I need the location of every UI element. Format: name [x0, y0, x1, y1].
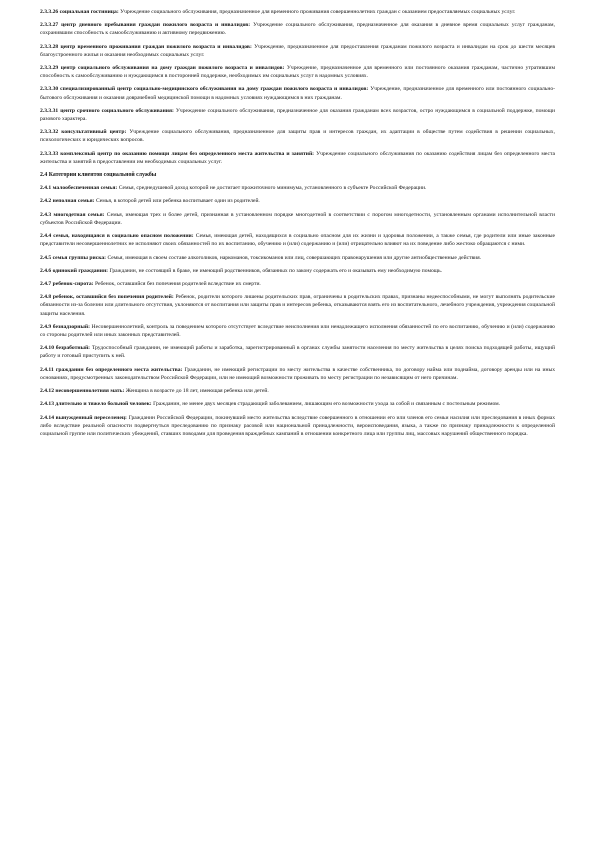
- definition-paragraph: 2.4.9 безнадзорный: Несовершеннолетний, контроль за поведением которого отсутствует вследствие неисполнения или ненадлежащего исполнения обязанностей по его воспитанию, обучению и (или) содержанию со стороны родителей или иных законных представителей.: [40, 323, 555, 338]
- definition-paragraph: 2.4.1 малообеспеченная семья: Семья, среднедушевой доход которой не достигает прожиточного минимума, установленного в субъекте Российской Федерации.: [40, 185, 427, 192]
- definition-number: 2.4.9: [40, 323, 52, 330]
- definition-number: 2.3.3.27: [40, 22, 59, 29]
- definition-paragraph: 2.4.11 гражданин без определенного места жительства: Гражданин, не имеющий регистрации по месту жительства в качестве собственника, по договору найма или поднайма, договору аренды или на иных основаниях, предусмотренных законодательством Российской Федерации, или не имеющий возможности проживать по месту регистрации по независящим от него причинам.: [40, 366, 556, 381]
- definition-text: Гражданин Российской Федерации, покинувший место жительства вследствие совершенного в отношении его или членов его семьи насилия или преследования в иных формах либо вследствие реальной опасности подвергнуться преследованию по признаку расовой или национальной принадлежности, вероисповедания, языка, а также по признаку принадлежности к определенной социальной группе или политических убеждений, ставших поводами для проведения враждебных кампаний в отношении конкретного лица или группы лиц, массовых нарушений общественного порядка.: [40, 414, 556, 437]
- definition-term: безнадзорный: [52, 323, 89, 330]
- definition-text: Семья, в которой детей или ребенка воспитывает один из родителей.: [95, 198, 260, 205]
- definition-paragraph: 2.4.12 несовершеннолетняя мать: Женщина в возрасте до 18 лет, имеющая ребенка или детей.: [40, 387, 269, 394]
- definition-number: 2.4.8: [40, 294, 52, 301]
- definition-text: Гражданин, не имеющий регистрации по месту жительства в качестве собственника, по договору найма или поднайма, договору аренды или на иных основаниях, предусмотренных законодательством Российской Федерации, или не имеющий возможности проживать по месту регистрации по независящим от него причинам.: [40, 366, 556, 381]
- definition-term: гражданин без определенного места жительства: [55, 366, 181, 373]
- definition-term: многодетная семья: [53, 211, 103, 218]
- definition-term: центр социального обслуживания на дому граждан пожилого возраста и инвалидов: [60, 65, 283, 72]
- definition-text: Гражданин, не менее двух месяцев страдающий заболеванием, лишающим его возможности ухода за собой и связанным с постельным режимом.: [153, 401, 501, 408]
- definition-number: 2.4.1: [40, 185, 52, 192]
- definition-term: центр временного проживания граждан пожилого возраста и инвалидов: [60, 43, 250, 50]
- definition-paragraph: 2.4.10 безработный: Трудоспособный гражданин, не имеющий работы и заработка, зарегистрированный в органах службы занятости населения по месту жительства в целях поиска подходящей работы, ищущий работу и готовый приступить к ней.: [40, 345, 555, 360]
- definition-paragraph: 2.3.3.26 социальная гостиница: Учреждение социального обслуживания, предназначенное для временного проживания совершеннолетних граждан с оказанием предоставляемых социальных услуг.: [40, 9, 516, 15]
- definition-text: Учреждение, предназначенное для предоставления гражданам пожилого возраста и инвалидам на срок до шести месяцев благоустроенного жилья и оказания необходимых социальных услуг.: [40, 43, 556, 58]
- definition-text: Ребенок, оставшийся без попечения родителей вследствие их смерти.: [94, 281, 261, 288]
- definition-term: семья группы риска: [52, 254, 105, 261]
- definition-text: Семья, имеющая детей, находящихся в социально опасном для их жизни и здоровья положении, а также семья, где родители или иные законные представители несовершеннолетних не исполняют своих обязанностей по их воспитанию, обучению и (или) содержанию и (или) отрицательно влияют на их поведение либо жестоко обращаются с ними.: [40, 233, 555, 248]
- definition-paragraph: 2.4.2 неполная семья: Семья, в которой детей или ребенка воспитывает один из родителей.: [40, 198, 260, 205]
- definition-paragraph: 2.3.3.29 центр социального обслуживания на дому граждан пожилого возраста и инвалидов: Учреждение, предназначенное для временного или постоянного оказания гражданам, частично утратившим способность к самообслуживанию и нуждающимся в посторонней поддержке, необходимых им социальных услуг в надомных условиях.: [40, 65, 556, 80]
- definition-text: Гражданин, не состоящий в браке, не имеющий родственников, обязанных по закону содержать его и оказывать ему необходимую помощь.: [109, 267, 443, 274]
- definition-text: Трудоспособный гражданин, не имеющий работы и заработка, зарегистрированный в органах службы занятости населения по месту жительства в целях поиска подходящей работы, ищущий работу и готовый приступить к ней.: [40, 345, 555, 360]
- definition-term: социальная гостиница: [59, 9, 117, 15]
- definition-text: Женщина в возрасте до 18 лет, имеющая ребенка или детей.: [125, 387, 269, 394]
- definition-text: Ребенок, родители которого лишены родительских прав, ограничены в родительских правах, признаны недееспособными, не могут выполнять родительские обязанности из-за болезни или длительного отсутствия, уклоняются от воспитания или защиты прав и интересов ребенка, отказываются взять его из воспитательного, лечебного учреждения, учреждения социальной защиты населения.: [40, 294, 555, 317]
- definition-paragraph: 2.4.4 семья, находящаяся в социально опасном положении: Семья, имеющая детей, находящихся в социально опасном для их жизни и здоровья положении, а также семья, где родители или иные законные представители несовершеннолетних не исполняют своих обязанностей по их воспитанию, обучению и (или) содержанию и (или) отрицательно влияют на их поведение либо жестоко обращаются с ними.: [40, 233, 555, 248]
- definition-number: 2.4.2: [40, 198, 52, 205]
- definition-term: семья, находящаяся в социально опасном положении: [53, 233, 192, 240]
- definition-number: 2.4.13: [40, 401, 54, 408]
- definition-term: ребенок-сирота: [52, 281, 92, 288]
- definition-term: неполная семья: [52, 198, 93, 205]
- definition-paragraph: 2.4.6 одинокий гражданин: Гражданин, не состоящий в браке, не имеющий родственников, обязанных по закону содержать его и оказывать ему необходимую помощь.: [40, 267, 443, 274]
- definition-number: 2.4.4: [40, 233, 52, 240]
- definition-paragraph: 2.4.3 многодетная семья: Семья, имеющая трех и более детей, признанная в установленном порядке многодетной в соответствии с порогом многодетности, установленным органами исполнительной власти субъектов Российской Федерации.: [40, 211, 555, 226]
- definition-number: 2.3.3.30: [40, 86, 59, 93]
- definition-number: 2.3.3.32: [40, 129, 59, 136]
- definition-text: Семья, среднедушевой доход которой не достигает прожиточного минимума, установленного в субъекте Российской Федерации.: [118, 185, 427, 192]
- definition-term: несовершеннолетняя мать: [55, 387, 123, 394]
- definition-text: Учреждение социального обслуживания по оказанию содействия лицам без определенного места жительства и занятий в предоставлении им необходимых социальных услуг.: [40, 150, 556, 165]
- definition-text: Семья, имеющая в своем составе алкоголиков, наркоманов, токсикоманов или лиц, совершающих правонарушения или другие антиобщественные действия.: [107, 254, 482, 261]
- definition-term: консультативный центр: [61, 129, 125, 136]
- definition-term: специализированный центр социально-медицинского обслуживания на дому граждан пожилого возраста и инвалидов: [60, 86, 367, 93]
- definition-paragraph: 2.4.13 длительно и тяжело больной человек: Гражданин, не менее двух месяцев страдающий заболеванием, лишающим его возможности ухода за собой и связанным с постельным режимом.: [40, 401, 501, 408]
- definition-number: 2.4.7: [40, 281, 52, 288]
- definition-term: комплексный центр по оказанию помощи лицам без определенного места жительства и занятий: [60, 150, 313, 157]
- definition-paragraph: 2.3.3.32 консультативный центр: Учреждение социального обслуживания, предназначенное для защиты прав и интересов граждан, их адаптации в обществе путем содействия в решении социальных, психологических и юридических вопросов.: [40, 129, 555, 144]
- definition-term: безработный: [55, 345, 89, 352]
- definition-number: 2.3.3.28: [40, 43, 59, 50]
- definition-paragraph: 2.4.14 вынужденный переселенец: Гражданин Российской Федерации, покинувший место жительства вследствие совершенного в отношении его или членов его семьи насилия или преследования в иных формах либо вследствие реальной опасности подвергнуться преследованию по признаку расовой или национальной принадлежности, вероисповедания, языка, а также по признаку принадлежности к определенной социальной группе или политических убеждений, ставших поводами для проведения враждебных кампаний в отношении конкретного лица или группы лиц, массовых нарушений общественного порядка.: [40, 414, 556, 437]
- definition-number: 2.3.3.26: [40, 9, 59, 15]
- definition-number: 2.4.14: [40, 414, 54, 421]
- definition-paragraph: 2.3.3.30 специализированный центр социально-медицинского обслуживания на дому граждан пожилого возраста и инвалидов: Учреждение, предназначенное для временного или постоянного социально-бытового обслуживания и оказания доврачебной медицинской помощи в надомных условиях нуждающимся в них гражданам.: [40, 86, 555, 101]
- definition-term: малообеспеченная семья: [52, 185, 116, 192]
- definition-number: 2.4.10: [40, 345, 54, 352]
- definition-text: Семья, имеющая трех и более детей, признанная в установленном порядке многодетной в соответствии с порогом многодетности, установленным органами исполнительной власти субъектов Российской Федерации.: [40, 211, 555, 226]
- definition-term: ребенок, оставшийся без попечения родителей: [52, 294, 172, 301]
- definition-number: 2.3.3.33: [40, 150, 59, 157]
- definition-paragraph: 2.4.5 семья группы риска: Семья, имеющая в своем составе алкоголиков, наркоманов, токсикоманов или лиц, совершающих правонарушения или другие антиобщественные действия.: [40, 254, 482, 261]
- definition-paragraph: 2.3.3.33 комплексный центр по оказанию помощи лицам без определенного места жительства и занятий: Учреждение социального обслуживания по оказанию содействия лицам без определенного места жительства и занятий в предоставлении им необходимых социальных услуг.: [40, 150, 556, 165]
- definition-text: Учреждение социального обслуживания, предназначенное для временного проживания совершеннолетних граждан с оказанием предоставляемых социальных услуг.: [120, 9, 516, 15]
- definition-number: 2.4.11: [40, 366, 54, 373]
- definition-term: длительно и тяжело больной человек: [55, 401, 150, 408]
- definition-paragraph: 2.3.3.27 центр дневного пребывания граждан пожилого возраста и инвалидов: Учреждение социального обслуживания, предназначенное для оказания в дневное время социальных услуг гражданам, сохранившим способность к самообслуживанию и активному передвижению.: [40, 22, 555, 37]
- definition-term: центр дневного пребывания граждан пожилого возраста и инвалидов: [61, 22, 249, 29]
- definition-paragraph: 2.3.3.31 центр срочного социального обслуживания: Учреждение социального обслуживания, предназначенное для оказания гражданам всех возрастов, остро нуждающимся в социальной поддержке, помощи разового характера.: [40, 107, 555, 122]
- definition-number: 2.4.6: [40, 267, 52, 274]
- definition-text: Учреждение социального обслуживания, предназначенное для оказания в дневное время социальных услуг гражданам, сохранившим способность к самообслуживанию и активному передвижению.: [40, 22, 555, 37]
- definition-term: вынужденный переселенец: [55, 414, 126, 421]
- definition-paragraph: 2.3.3.28 центр временного проживания граждан пожилого возраста и инвалидов: Учреждение, предназначенное для предоставления гражданам пожилого возраста и инвалидам на срок до шести месяцев благоустроенного жилья и оказания необходимых социальных услуг.: [40, 43, 556, 58]
- definition-text: Учреждение социального обслуживания, предназначенное для защиты прав и интересов граждан, их адаптации в обществе путем содействия в решении социальных, психологических и юридических вопросов.: [40, 129, 555, 144]
- definition-number: 2.3.3.29: [40, 65, 59, 72]
- definition-text: Учреждение социального обслуживания, предназначенное для оказания гражданам всех возрастов, остро нуждающимся в социальной поддержке, помощи разового характера.: [40, 107, 555, 122]
- definition-number: 2.4.12: [40, 387, 54, 394]
- definition-paragraph: 2.4.8 ребенок, оставшийся без попечения родителей: Ребенок, родители которого лишены родительских прав, ограничены в родительских правах, признаны недееспособными, не могут выполнять родительские обязанности из-за болезни или длительного отсутствия, уклоняются от воспитания или защиты прав и интересов ребенка, отказываются взять его из воспитательного, лечебного учреждения, учреждения социальной защиты населения.: [40, 294, 555, 317]
- definition-term: одинокий гражданин: [52, 267, 107, 274]
- definition-number: 2.3.3.31: [40, 107, 59, 114]
- section-heading: 2.4 Категории клиентов социальной службы: [40, 171, 157, 178]
- definition-number: 2.4.5: [40, 254, 52, 261]
- definition-text: Учреждение, предназначенное для временного или постоянного социально-бытового обслуживания и оказания доврачебной медицинской помощи в надомных условиях нуждающимся в них гражданам.: [40, 86, 555, 101]
- document-page: [40, 8, 555, 443]
- definition-number: 2.4.3: [40, 211, 52, 218]
- definition-text: Несовершеннолетний, контроль за поведением которого отсутствует вследствие неисполнения или ненадлежащего исполнения обязанностей по его воспитанию, обучению и (или) содержанию со стороны родителей или иных законных представителей.: [40, 323, 555, 338]
- definition-term: центр срочного социального обслуживания: [60, 107, 173, 114]
- definition-paragraph: 2.4.7 ребенок-сирота: Ребенок, оставшийся без попечения родителей вследствие их смерти.: [40, 281, 261, 288]
- definition-text: Учреждение, предназначенное для временного или постоянного оказания гражданам, частично утратившим способность к самообслуживанию и нуждающимся в посторонней поддержке, необходимых им социальных услуг в надомных условиях.: [40, 65, 556, 80]
